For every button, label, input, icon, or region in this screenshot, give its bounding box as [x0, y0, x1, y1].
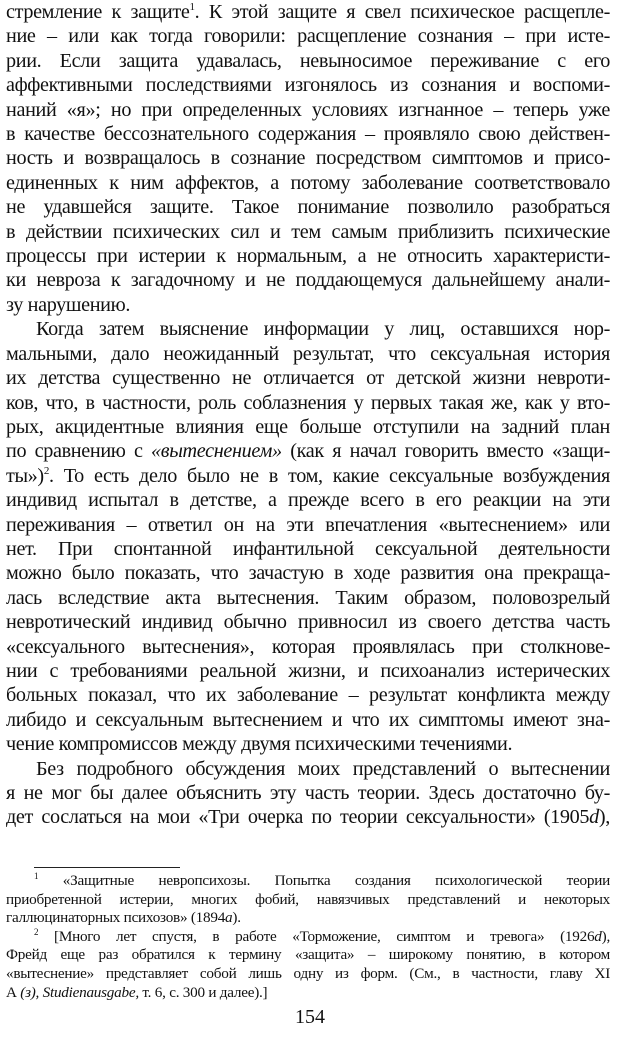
- text-run: можно было показать, что зачастую в ходе развития она прекраща-: [6, 562, 610, 585]
- text-run: «Защитные невропсихозы. Попытка создания психологической теории: [38, 872, 610, 889]
- text-run: стремление к защите: [6, 1, 190, 23]
- text-line: [6, 757, 610, 781]
- text-run: . К этой защите я свел психическое расщепле-: [194, 1, 610, 23]
- text-line: [6, 561, 610, 585]
- text-line: [6, 268, 610, 292]
- text-run: не удавшейся защите. Такое понимание позволило разобраться: [6, 196, 610, 219]
- text-run: ков, что, в частности, роль соблазнения у первых такая же, как у вто-: [6, 391, 610, 414]
- page-number: 154: [295, 1006, 325, 1028]
- footnote-line: [6, 872, 610, 891]
- text-line: [6, 610, 610, 634]
- text-line: [6, 805, 610, 829]
- text-run: А: [6, 983, 21, 1001]
- text-run: ты»): [6, 464, 44, 487]
- footnote-line: [6, 965, 610, 984]
- text-run: ки невроза к загадочному и не поддающемуся дальнейшему анали-: [6, 269, 610, 292]
- text-run: ).: [232, 909, 241, 927]
- text-line: [6, 366, 610, 390]
- text-run: невротический индивид обычно привносил из своего детства часть: [6, 611, 610, 634]
- text-line: [6, 708, 610, 732]
- text-line: [6, 683, 610, 707]
- italic-run: «вытеснением»: [151, 440, 282, 463]
- text-line: [6, 0, 610, 24]
- text-run: нет. При спонтанной инфантильной сексуальной деятельности: [6, 537, 610, 560]
- text-run: (как я начал говорить вместо «защи-: [281, 440, 611, 463]
- text-line: [6, 513, 610, 537]
- text-run: нии с требованиями реальной жизни, и психоанализ истерических: [6, 659, 610, 682]
- text-run: их детства существенно не отличается от детской жизни невроти-: [6, 367, 610, 390]
- text-run: ),: [601, 927, 610, 945]
- text-line: [6, 98, 610, 122]
- text-run: рых, акцидентные влияния еще больше отступили на задний план: [6, 415, 610, 438]
- text-run: в действии психических сил и тем самым приблизить психические: [6, 220, 610, 243]
- text-run: по сравнению с: [6, 440, 152, 463]
- text-run: дет сослаться на мои «Три очерка по теории сексуальности» (1905: [6, 806, 590, 829]
- text-line: [6, 49, 610, 73]
- text-line: [6, 195, 610, 219]
- text-run: чение компромиссов между двумя психическими течениями.: [6, 733, 513, 756]
- text-line: [6, 317, 610, 341]
- text-run: я не мог бы далее объяснить эту часть теории. Здесь достаточно бу-: [6, 782, 610, 804]
- main-text: [6, 0, 610, 830]
- text-run: «вытеснение» представляет собой лишь одну из форм. (См., в частности, главу XI: [6, 964, 610, 982]
- text-line: [6, 220, 610, 244]
- text-run: Когда затем выяснение информации у лиц, оставшихся нор-: [36, 318, 610, 341]
- text-run: Фрейд еще раз обратился к термину «защита» – широкому понятию, в котором: [6, 946, 610, 964]
- text-run: наний «я»; но при определенных условиях изгнанное – теперь уже: [6, 98, 610, 121]
- text-line: [6, 342, 610, 366]
- text-line: [6, 439, 610, 463]
- text-line: [6, 73, 610, 97]
- text-line: [6, 537, 610, 561]
- text-run: единенных к ним аффектов, а потому заболевание соответствовало: [6, 171, 610, 194]
- text-run: . То есть дело было не в том, какие сексуальные возбуждения: [48, 464, 610, 487]
- text-line: [6, 732, 610, 756]
- footnote-divider: [34, 867, 180, 868]
- text-run: индивид испытал в детстве, а прежде всего в его реакции на эти: [6, 489, 610, 512]
- text-line: [6, 586, 610, 610]
- text-run: «сексуального вытеснения», которая проявлялась при столкнове-: [6, 635, 610, 658]
- text-run: в качестве бессознательного содержания – проявляло свою действен-: [6, 123, 610, 146]
- text-run: процессы при истерии к нормальным, а не относить характеристи-: [6, 245, 610, 268]
- italic-run: d: [594, 927, 602, 945]
- footnote-ref: 1: [189, 1, 195, 13]
- text-run: лась вследствие акта вытеснения. Таким образом, половозрелый: [6, 586, 610, 609]
- footnotes: [6, 872, 610, 1002]
- footnote-line: [6, 891, 610, 910]
- text-line: [6, 244, 610, 268]
- text-run: аффективными последствиями изгонялось из сознания и воспоми-: [6, 74, 610, 97]
- text-line: [6, 415, 610, 439]
- text-run: ние – или как тогда говорили: расщепление сознания – при исте-: [6, 25, 610, 48]
- text-line: [6, 391, 610, 415]
- text-line: [6, 781, 610, 805]
- text-run: галлюцинаторных психозов» (1894: [6, 909, 226, 927]
- text-line: [6, 464, 610, 488]
- text-line: [6, 171, 610, 195]
- footnote-line: [6, 946, 610, 965]
- text-run: [Много лет спустя, в работе «Торможение, симптом и тревога» (1926: [38, 927, 595, 945]
- text-line: [6, 659, 610, 683]
- text-run: Без подробного обсуждения моих представлений о вытеснении: [36, 757, 610, 780]
- text-run: рии. Если защита удавалась, невыносимое переживание с его: [6, 49, 610, 72]
- text-run: ность и возвращалось в сознание посредством симптомов и присо-: [6, 147, 610, 170]
- text-run: ),: [598, 806, 610, 829]
- text-line: [6, 488, 610, 512]
- footnote-line: [6, 909, 610, 928]
- footnote-marker: 1: [34, 871, 39, 881]
- footnote-line: [6, 984, 610, 1003]
- footnote-ref: 2: [43, 464, 49, 477]
- text-line: [6, 24, 610, 48]
- text-line: [6, 146, 610, 170]
- text-run: мальными, дало неожиданный результат, что сексуальная история: [6, 342, 610, 365]
- text-run: т. 6, с. 300 и далее).]: [138, 983, 268, 1001]
- italic-run: d: [589, 806, 599, 829]
- italic-run: (з), Studienausgabe,: [20, 983, 139, 1001]
- footnote-marker: 2: [34, 926, 39, 937]
- footnote-line: [6, 928, 610, 947]
- text-run: либидо и сексуальным вытеснением и что их симптомы имеют зна-: [6, 708, 610, 731]
- text-line: [6, 122, 610, 146]
- text-line: [6, 635, 610, 659]
- text-run: приобретенной истерии, многих фобий, навязчивых представлений и некоторых: [6, 890, 610, 908]
- text-run: больных показал, что их заболевание – результат конфликта между: [6, 684, 610, 707]
- text-run: зу нарушению.: [6, 293, 131, 316]
- text-line: [6, 293, 610, 317]
- italic-run: a: [225, 909, 233, 927]
- text-run: переживания – ответил он на эти впечатления «вытеснением» или: [6, 513, 610, 536]
